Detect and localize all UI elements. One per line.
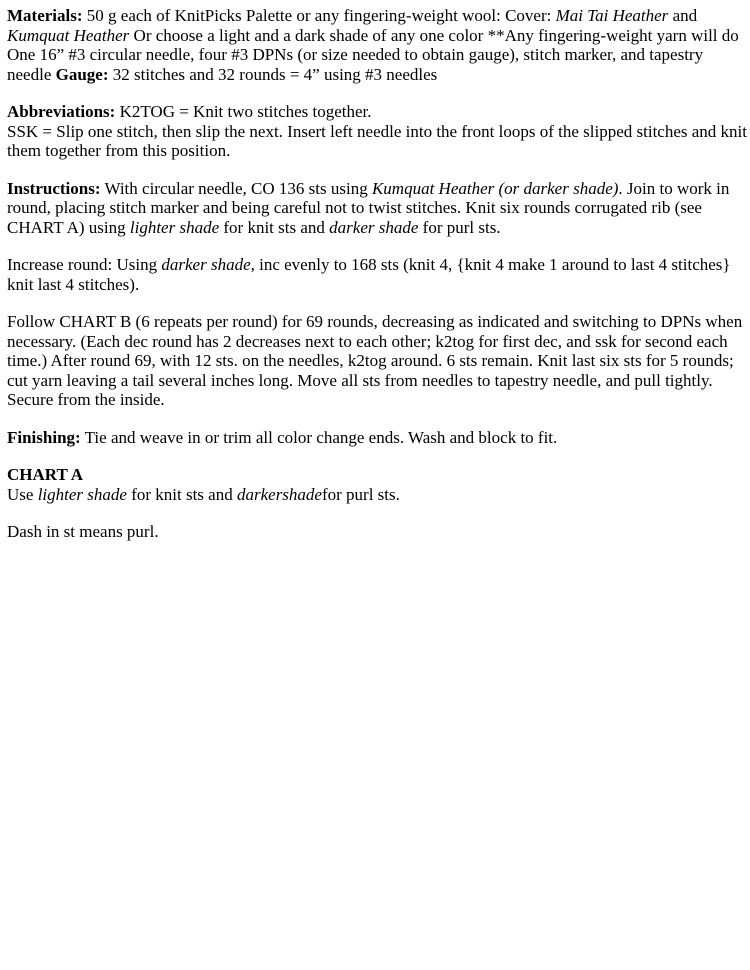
chart-a-shade-1: lighter shade (37, 484, 127, 504)
instructions-text-3: for knit sts and (219, 217, 330, 237)
chart-b-paragraph: Follow CHART B (6 repeats per round) for 69 rounds, decreasing as indicated and switching to DPNs when necessary. (Each dec round has 2 decreases next to each other; k2tog for first dec, and ssk for second each time.) After round 69, with 12 sts. on the needles, k2tog around. 6 sts remain. Knit last six sts for 5 rounds; cut yarn leaving a tail several inches long. Move all sts from needles to tapestry needle, and pull tightly. Secure from the inside. (7, 312, 743, 409)
materials-paragraph (7, 6, 747, 84)
finishing-text: Tie and weave in or trim all color change ends. Wash and block to fit. (80, 427, 558, 447)
abbreviations-label: Abbreviations: (7, 102, 116, 121)
pattern-document (7, 6, 747, 560)
increase-text-2: , inc evenly to 168 sts (knit 4, {knit 4 make 1 around to last 4 stitches} knit last 4 stitches). (7, 255, 731, 294)
instructions-label: Instructions: (7, 178, 101, 198)
instructions-text-1: With circular needle, CO 136 sts using (100, 178, 372, 198)
finishing-paragraph (7, 428, 747, 448)
finishing-label: Finishing: (7, 427, 81, 447)
increase-text-1: Increase round: Using (7, 255, 162, 274)
instructions-shade-2: lighter shade (129, 217, 220, 237)
materials-text: 50 g each of KnitPicks Palette or any fingering-weight wool: Cover: (82, 6, 556, 25)
instructions-paragraph (7, 179, 747, 238)
abbreviation-ssk: SSK = Slip one stitch, then slip the next. Insert left needle into the front loops of the slipped stitches and knit them together from this position. (7, 121, 748, 160)
chart-a-title: CHART A (7, 465, 84, 484)
gauge-label: Gauge: (55, 64, 109, 84)
instructions-shade-1: Kumquat Heather (or darker shade) (371, 178, 619, 198)
materials-label: Materials: (7, 6, 83, 25)
materials-color-contrast: Kumquat Heather (7, 25, 130, 45)
chart-a-text-2: for knit sts and (126, 484, 237, 504)
increase-paragraph (7, 255, 747, 294)
chart-a-heading (7, 465, 747, 485)
instructions-shade-3: darker shade (329, 217, 419, 237)
gauge-text: 32 stitches and 32 rounds = 4” using #3 needles (108, 64, 438, 84)
materials-color-cover: Mai Tai Heather (555, 6, 669, 25)
abbreviations-paragraph (7, 102, 747, 161)
materials-alternative: Or choose a light and a dark shade of any one color **Any fingering-weight yarn will do (129, 25, 739, 45)
needles-text: One 16” #3 circular needle, four #3 DPNs (or size needed to obtain gauge), stitch marker, and tapestry needle (7, 45, 704, 84)
chart-a-text-1: Use (7, 484, 38, 504)
materials-conjunction: and (668, 6, 698, 25)
abbreviation-k2tog: K2TOG = Knit two stitches together. (115, 102, 372, 121)
chart-a-text-3: for purl sts. (321, 484, 400, 504)
increase-shade: darker shade (161, 255, 251, 274)
instructions-text-2: . Join to work in round, placing stitch marker and being careful not to twist stitches. Knit six rounds corrugated rib (see CHART A) using (7, 178, 730, 237)
chart-a-paragraph (7, 485, 747, 505)
chart-a-note: Dash in st means purl. (7, 522, 159, 541)
instructions-text-4: for purl sts. (418, 217, 501, 237)
chart-a-shade-2: darkershade (236, 484, 322, 504)
